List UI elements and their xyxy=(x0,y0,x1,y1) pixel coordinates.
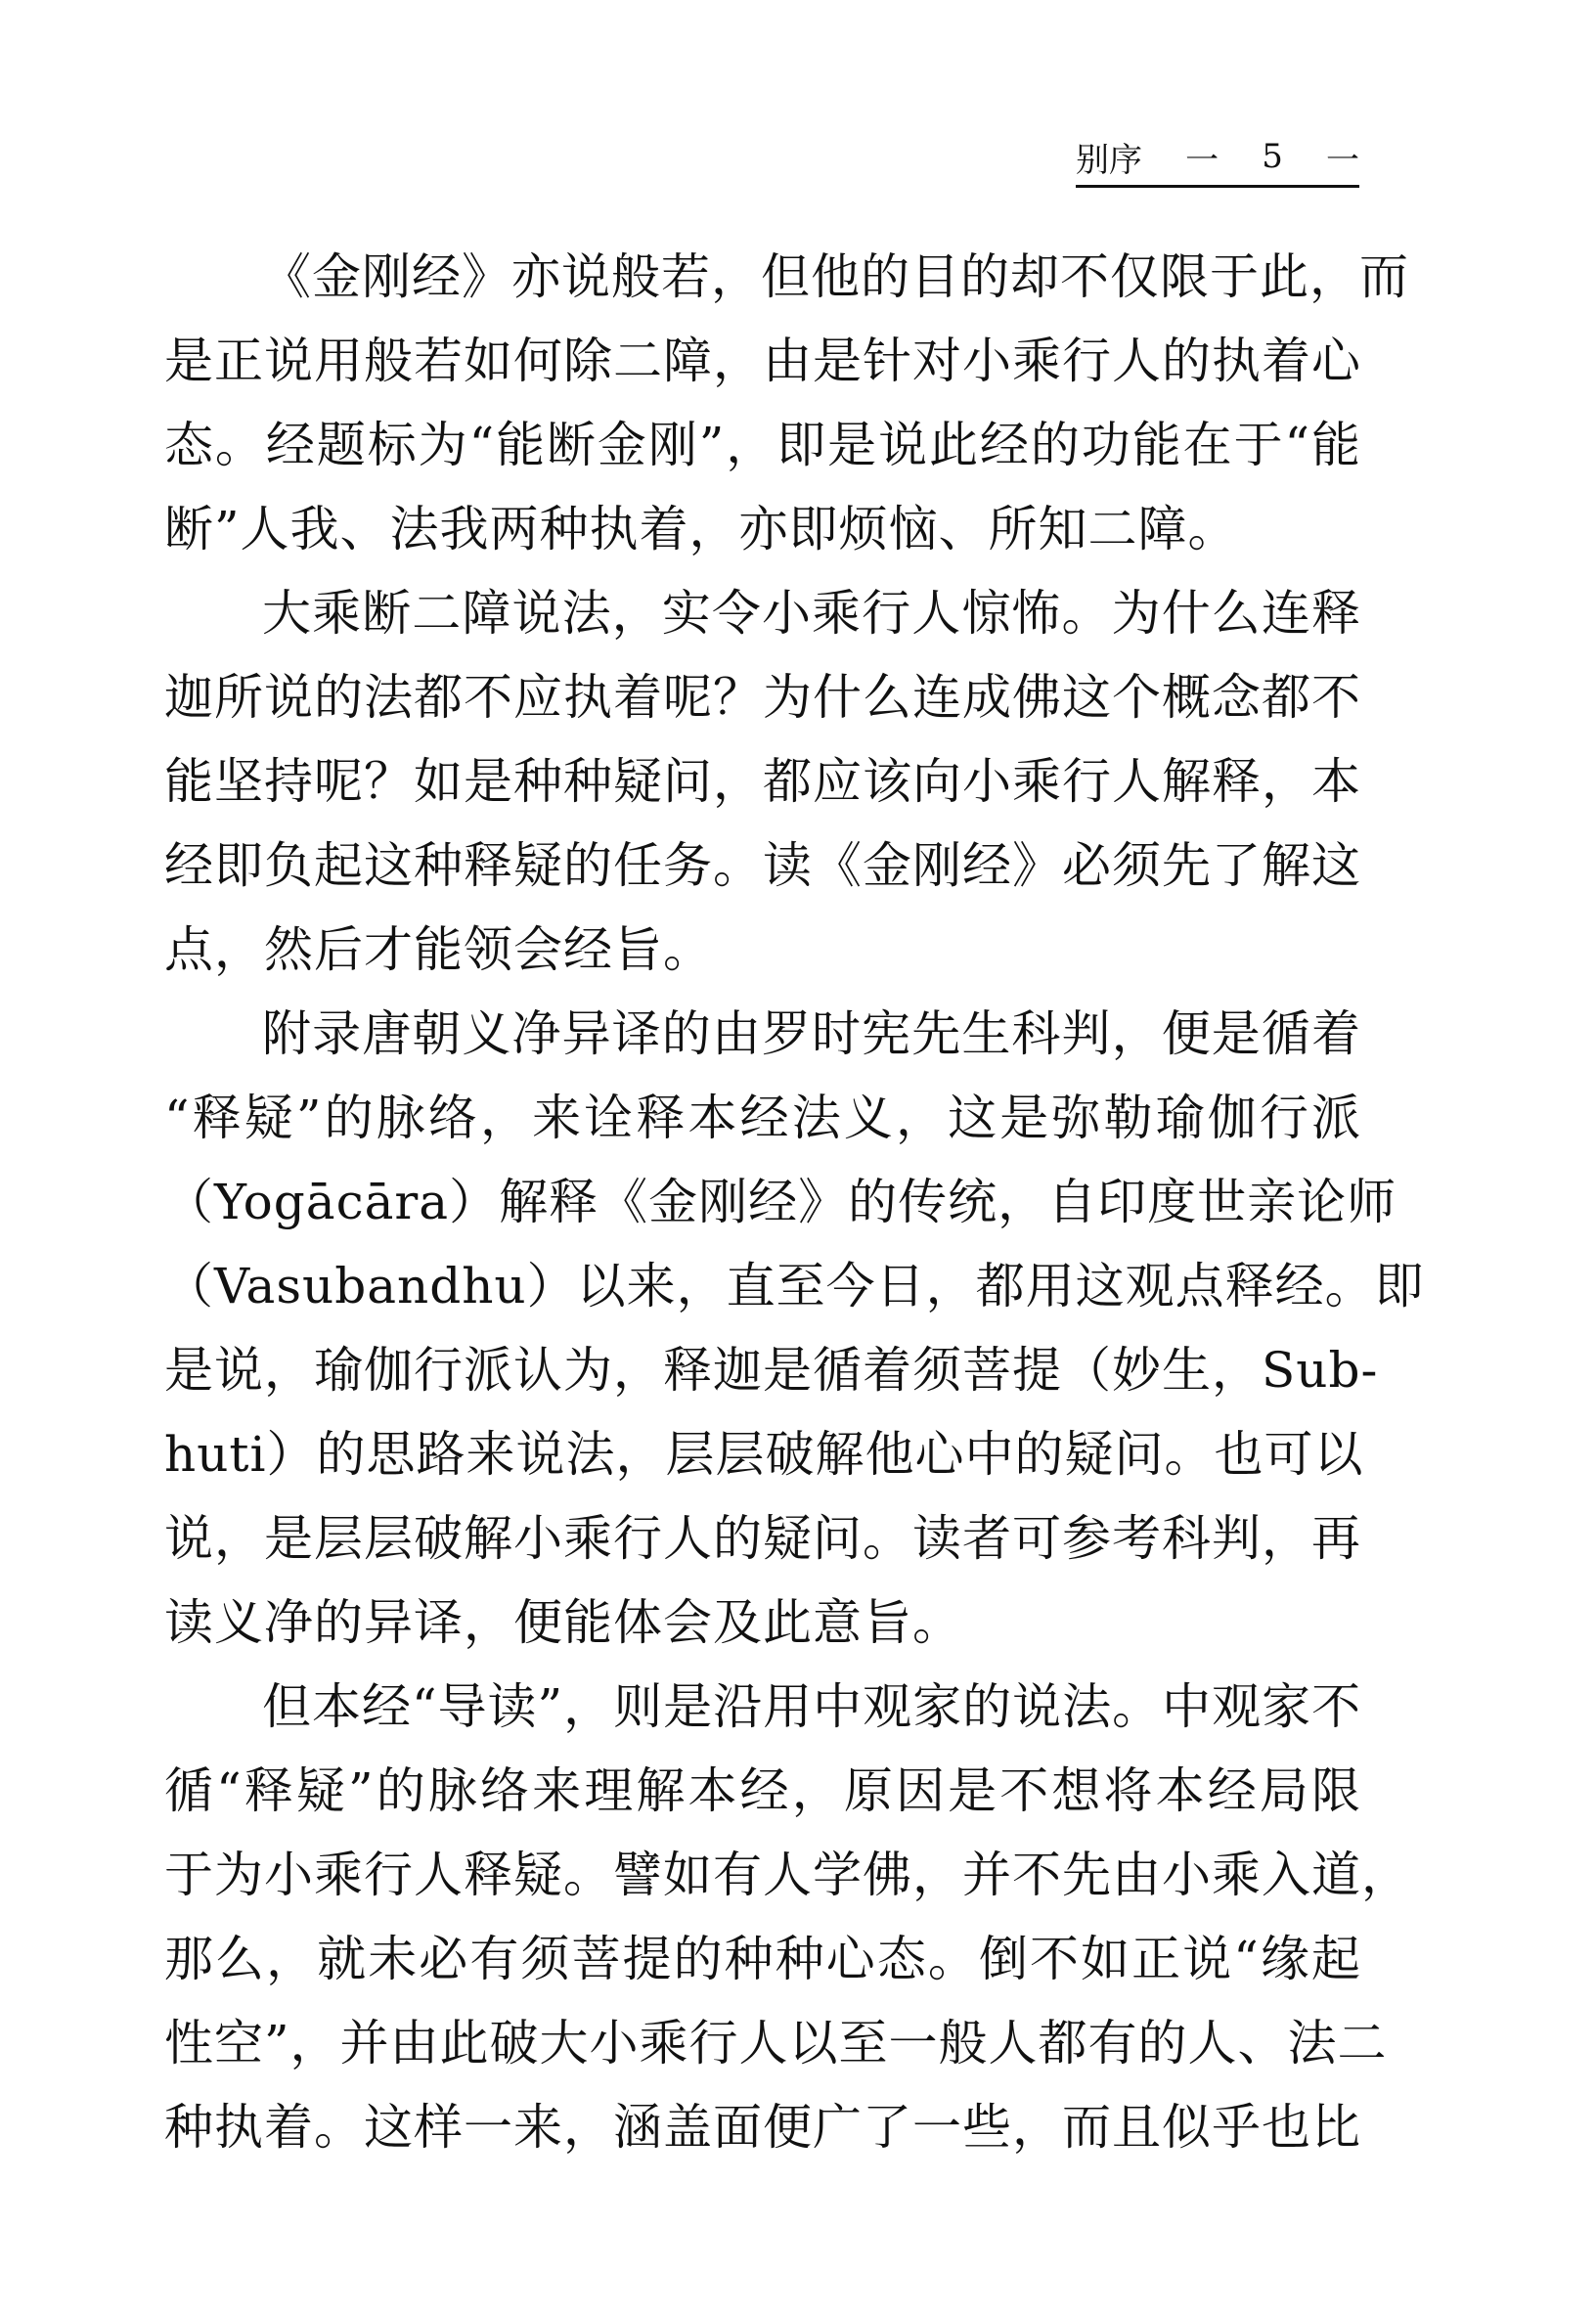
page-number: 5 xyxy=(1262,137,1283,176)
header-dash-left: 一 xyxy=(1185,140,1219,180)
text-line: 说，是层层破解小乘行人的疑问。读者可参考科判，再 xyxy=(164,1510,1361,1567)
text-line: 《金刚经》亦说般若，但他的目的却不仅限于此，而 xyxy=(262,248,1409,305)
text-line: 但本经“导读”，则是沿用中观家的说法。中观家不 xyxy=(262,1678,1362,1735)
text-line: 是说，瑜伽行派认为，释迦是循着须菩提（妙生，Sub- xyxy=(164,1342,1379,1399)
text-line: 种执着。这样一来，涵盖面便广了一些，而且似乎也比 xyxy=(164,2099,1361,2156)
header-dash-right: 一 xyxy=(1325,140,1359,180)
text-line: 性空”，并由此破大小乘行人以至一般人都有的人、法二 xyxy=(164,2015,1388,2071)
text-line: 循“释疑”的脉络来理解本经，原因是不想将本经局限 xyxy=(164,1762,1361,1819)
text-line: 经即负起这种释疑的任务。读《金刚经》必须先了解这 xyxy=(164,837,1361,894)
text-line: huti）的思路来说法，层层破解他心中的疑问。也可以 xyxy=(164,1426,1364,1483)
body-text xyxy=(164,235,1425,2169)
running-header xyxy=(1076,132,1359,188)
text-line: 能坚持呢？如是种种疑问，都应该向小乘行人解释，本 xyxy=(164,753,1361,810)
text-line: （Yogācāra）解释《金刚经》的传统，自印度世亲论师 xyxy=(164,1174,1397,1230)
text-line: 大乘断二障说法，实令小乘行人惊怖。为什么连释 xyxy=(262,585,1361,642)
text-line: （Vasubandhu）以来，直至今日，都用这观点释经。即 xyxy=(164,1258,1425,1314)
text-line: 读义净的异译，便能体会及此意旨。 xyxy=(164,1594,962,1651)
text-line: 那么，就未必有须菩提的种种心态。倒不如正说“缘起 xyxy=(164,1931,1361,1987)
section-title: 别序 xyxy=(1076,140,1142,180)
text-line: 附录唐朝义净异译的由罗时宪先生科判，便是循着 xyxy=(262,1005,1361,1062)
text-line: 于为小乘行人释疑。譬如有人学佛，并不先由小乘入道， xyxy=(164,1847,1411,1903)
text-line: “释疑”的脉络，来诠释本经法义，这是弥勒瑜伽行派 xyxy=(164,1090,1361,1146)
text-line: 迦所说的法都不应执着呢？为什么连成佛这个概念都不 xyxy=(164,669,1361,726)
text-line: 态。经题标为“能断金刚”，即是说此经的功能在于“能 xyxy=(164,417,1361,473)
text-line: 是正说用般若如何除二障，由是针对小乘行人的执着心 xyxy=(164,333,1361,389)
text-line: 断”人我、法我两种执着，亦即烦恼、所知二障。 xyxy=(164,501,1238,557)
text-line: 点，然后才能领会经旨。 xyxy=(164,921,713,978)
